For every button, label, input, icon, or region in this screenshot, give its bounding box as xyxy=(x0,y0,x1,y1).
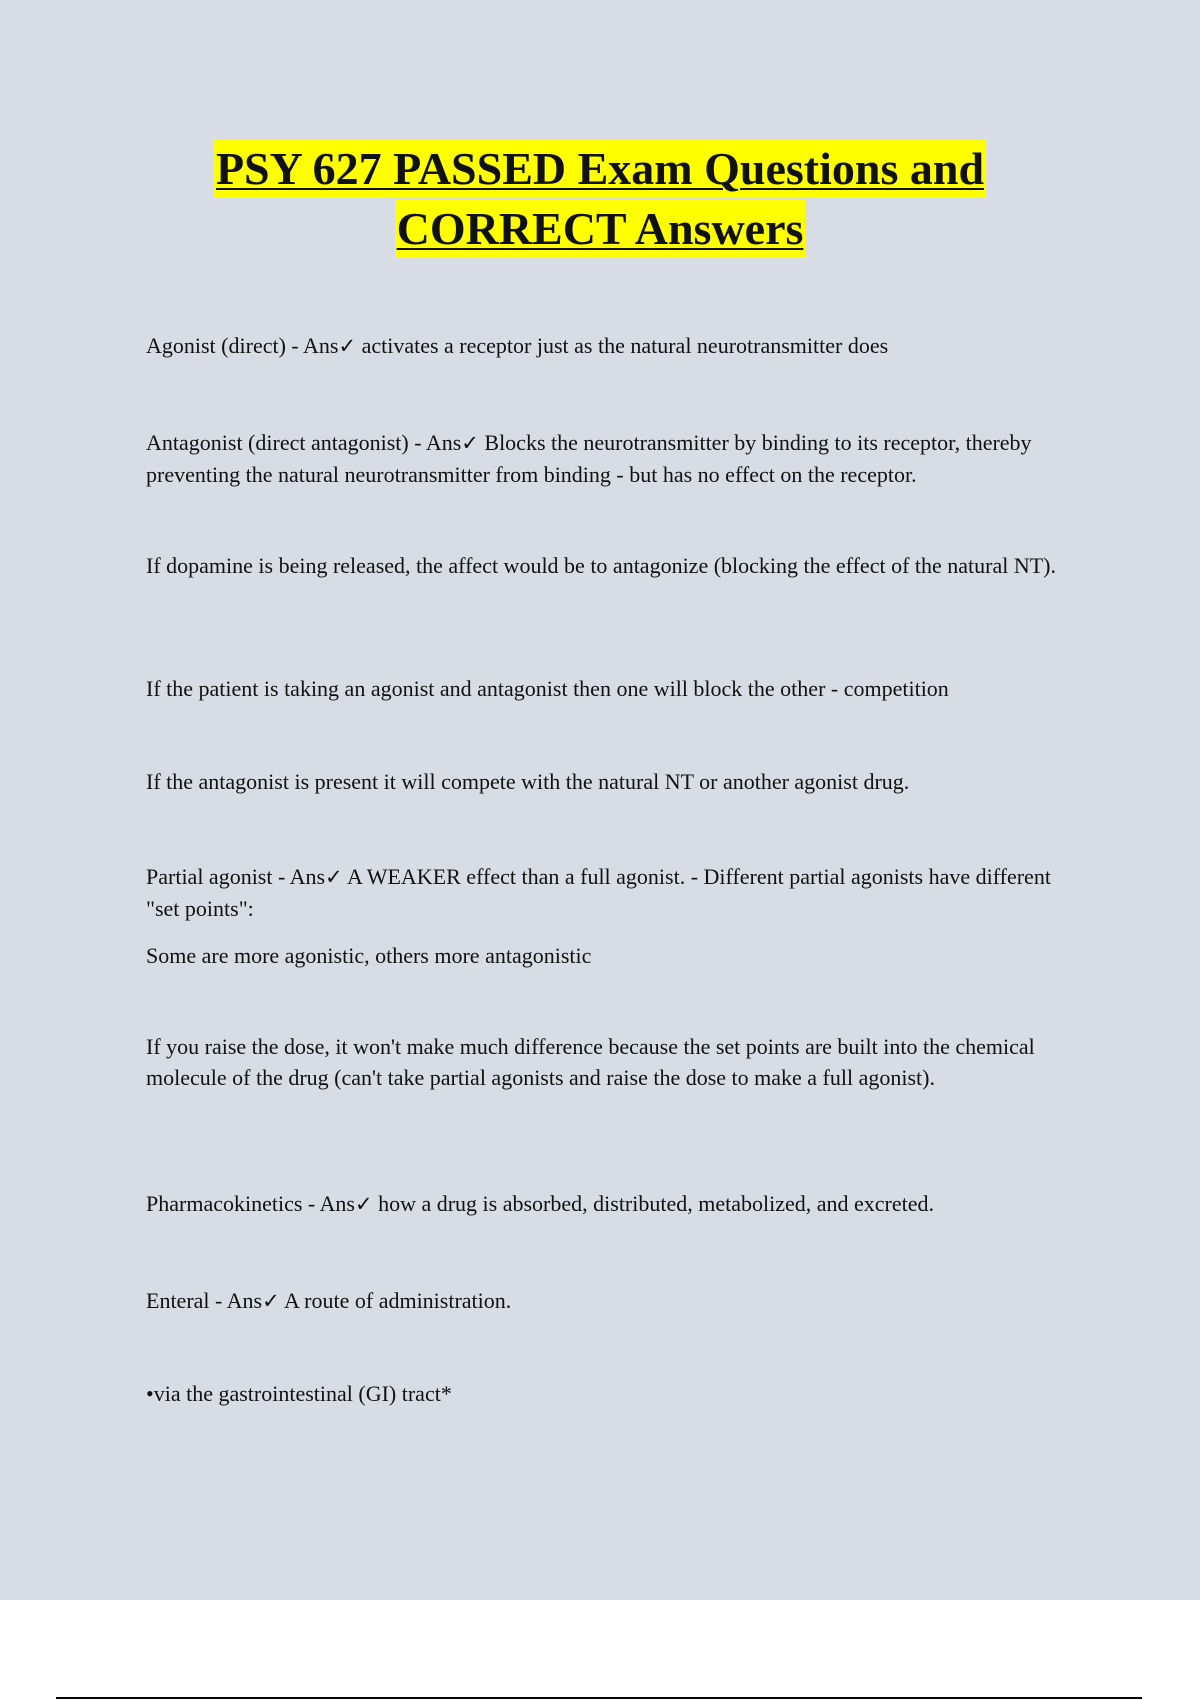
check-mark-icon: ✓ xyxy=(325,865,343,889)
footer-divider xyxy=(56,1697,1142,1699)
note-dopamine: If dopamine is being released, the affect would be to antagonize (blocking the effect of the natural NT). xyxy=(146,553,1057,578)
qa-term: Antagonist (direct antagonist) - Ans xyxy=(146,430,462,455)
check-mark-icon: ✓ xyxy=(461,431,479,455)
document-title xyxy=(0,140,1200,258)
qa-term: Enteral - Ans xyxy=(146,1288,263,1313)
note-raise-dose: If you raise the dose, it won't make much difference because the set points are built into the chemical molecule of the drug (can't take partial agonists and raise the dose to make a full agonist). xyxy=(146,1034,1035,1090)
qa-term: Pharmacokinetics - Ans xyxy=(146,1191,355,1216)
qa-item-enteral xyxy=(146,1285,1076,1317)
note-competition: If the patient is taking an agonist and antagonist then one will block the other - competition xyxy=(146,676,949,701)
check-mark-icon: ✓ xyxy=(354,1192,373,1216)
qa-answer: A WEAKER effect than a full agonist. - Different partial agonists have different "set points": xyxy=(146,864,1051,921)
title-line-1: PSY 627 PASSED Exam Questions and xyxy=(214,140,986,198)
note-gi-tract: •via the gastrointestinal (GI) tract* xyxy=(146,1381,452,1406)
check-mark-icon: ✓ xyxy=(338,334,357,358)
title-line-2: CORRECT Answers xyxy=(395,200,806,258)
qa-item-agonist xyxy=(146,330,1076,362)
qa-item-pharmacokinetics xyxy=(146,1188,1076,1220)
qa-item-antagonist xyxy=(146,427,1076,490)
qa-answer: activates a receptor just as the natural neurotransmitter does xyxy=(356,333,889,358)
qa-answer: A route of administration. xyxy=(279,1288,512,1313)
note-antagonist-present: If the antagonist is present it will compete with the natural NT or another agonist drug. xyxy=(146,769,910,794)
qa-term: Agonist (direct) - Ans xyxy=(146,333,339,358)
check-mark-icon: ✓ xyxy=(262,1289,280,1313)
qa-answer: Blocks the neurotransmitter by binding to its receptor, thereby preventing the natural neurotransmitter from binding - but has no effect on the receptor. xyxy=(146,430,1032,487)
qa-item-partial-agonist xyxy=(146,861,1076,924)
note-set-points: Some are more agonistic, others more antagonistic xyxy=(146,943,592,968)
qa-term: Partial agonist - Ans xyxy=(146,864,326,889)
qa-answer: how a drug is absorbed, distributed, metabolized, and excreted. xyxy=(372,1191,935,1216)
